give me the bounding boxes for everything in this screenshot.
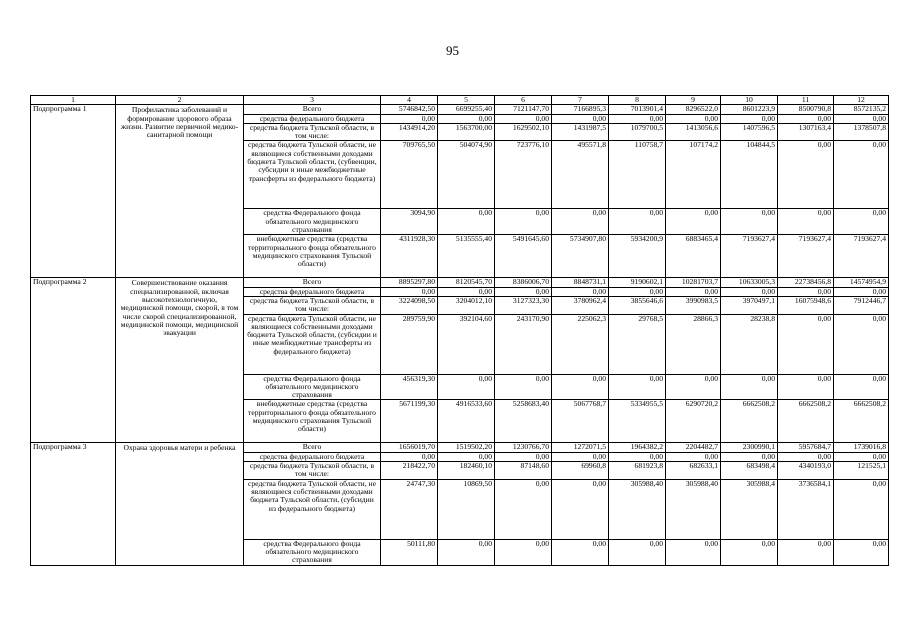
amount-cell: 0,00: [778, 287, 834, 296]
amount-cell: 0,00: [778, 539, 834, 565]
amount-cell: 723776,10: [495, 141, 552, 209]
amount-cell: 0,00: [721, 539, 778, 565]
amount-cell: 0,00: [721, 452, 778, 461]
amount-cell: 28866,3: [666, 314, 721, 374]
funding-source: средства бюджета Тульской области, в том числе:: [244, 123, 381, 141]
column-header: 8: [609, 96, 666, 105]
amount-cell: 0,00: [381, 114, 438, 123]
amount-cell: 1519502,20: [438, 443, 495, 452]
amount-cell: 0,00: [834, 539, 889, 565]
amount-cell: 0,00: [495, 287, 552, 296]
amount-cell: 8386006,70: [495, 278, 552, 287]
amount-cell: 0,00: [721, 209, 778, 235]
funding-source: средства бюджета Тульской области, в том числе:: [244, 296, 381, 314]
amount-cell: 0,00: [438, 539, 495, 565]
funding-source: средства федерального бюджета: [244, 452, 381, 461]
amount-cell: 28238,8: [721, 314, 778, 374]
funding-source: Всего: [244, 443, 381, 452]
amount-cell: 0,00: [666, 114, 721, 123]
amount-cell: 107174,2: [666, 141, 721, 209]
amount-cell: 218422,70: [381, 462, 438, 480]
amount-cell: 10281703,7: [666, 278, 721, 287]
amount-cell: 2204482,7: [666, 443, 721, 452]
amount-cell: 0,00: [666, 209, 721, 235]
amount-cell: 7193627,4: [834, 235, 889, 278]
amount-cell: 682633,1: [666, 462, 721, 480]
funding-source: средства бюджета Тульской области, не являющиеся собственными доходами бюджета Тульской области, (субсидии из федерального бюджета): [244, 479, 381, 539]
amount-cell: 24747,30: [381, 479, 438, 539]
amount-cell: 6699255,40: [438, 105, 495, 114]
funding-source: Всего: [244, 278, 381, 287]
amount-cell: 0,00: [552, 374, 609, 400]
amount-cell: 305988,40: [609, 479, 666, 539]
amount-cell: 121525,1: [834, 462, 889, 480]
amount-cell: 8572135,2: [834, 105, 889, 114]
funding-source: внебюджетные средства (средства территориального фонда обязательного медицинского страхования Тульской области): [244, 235, 381, 278]
funding-source: средства бюджета Тульской области, в том числе:: [244, 462, 381, 480]
amount-cell: 10869,50: [438, 479, 495, 539]
amount-cell: 4340193,0: [778, 462, 834, 480]
amount-cell: 683498,4: [721, 462, 778, 480]
amount-cell: 5334955,5: [609, 400, 666, 443]
funding-source: средства бюджета Тульской области, не являющиеся собственными доходами бюджета Тульской области, (субвенции, субсидии и иные межбюджетные трансферты из федерального бюджета): [244, 141, 381, 209]
amount-cell: 7912446,7: [834, 296, 889, 314]
amount-cell: 0,00: [666, 452, 721, 461]
amount-cell: 504074,90: [438, 141, 495, 209]
column-header: 6: [495, 96, 552, 105]
amount-cell: 5734907,80: [552, 235, 609, 278]
column-header: 5: [438, 96, 495, 105]
funding-source: средства федерального бюджета: [244, 114, 381, 123]
amount-cell: 0,00: [834, 209, 889, 235]
amount-cell: 0,00: [552, 539, 609, 565]
amount-cell: 0,00: [666, 287, 721, 296]
amount-cell: 243170,90: [495, 314, 552, 374]
amount-cell: 6290720,2: [666, 400, 721, 443]
amount-cell: 0,00: [778, 452, 834, 461]
amount-cell: 5746842,50: [381, 105, 438, 114]
amount-cell: 0,00: [834, 374, 889, 400]
amount-cell: 6883465,4: [666, 235, 721, 278]
amount-cell: 7166895,3: [552, 105, 609, 114]
column-header: 10: [721, 96, 778, 105]
amount-cell: 10633005,3: [721, 278, 778, 287]
amount-cell: 8848731,1: [552, 278, 609, 287]
amount-cell: 0,00: [381, 452, 438, 461]
amount-cell: 14574954,9: [834, 278, 889, 287]
amount-cell: 0,00: [778, 314, 834, 374]
amount-cell: 0,00: [666, 374, 721, 400]
budget-table: [30, 95, 889, 566]
amount-cell: 5934200,9: [609, 235, 666, 278]
amount-cell: 0,00: [552, 452, 609, 461]
funding-source: средства Федерального фонда обязательного медицинского страхования: [244, 209, 381, 235]
amount-cell: 7193627,4: [778, 235, 834, 278]
amount-cell: 0,00: [834, 479, 889, 539]
amount-cell: 0,00: [552, 287, 609, 296]
amount-cell: 1431987,5: [552, 123, 609, 141]
amount-cell: 0,00: [495, 479, 552, 539]
amount-cell: 0,00: [495, 114, 552, 123]
amount-cell: 0,00: [381, 287, 438, 296]
column-header: 7: [552, 96, 609, 105]
amount-cell: 8120545,70: [438, 278, 495, 287]
amount-cell: 0,00: [778, 209, 834, 235]
amount-cell: 0,00: [721, 114, 778, 123]
amount-cell: 0,00: [778, 114, 834, 123]
amount-cell: 681923,8: [609, 462, 666, 480]
amount-cell: 0,00: [609, 114, 666, 123]
amount-cell: 0,00: [438, 374, 495, 400]
amount-cell: 5491645,60: [495, 235, 552, 278]
amount-cell: 305988,4: [721, 479, 778, 539]
funding-source: внебюджетные средства (средства территориального фонда обязательного медицинского страхования Тульской области): [244, 400, 381, 443]
subprogram-label: Подпрограмма 1: [31, 105, 116, 278]
amount-cell: 1307163,4: [778, 123, 834, 141]
amount-cell: 0,00: [552, 114, 609, 123]
amount-cell: 1413056,6: [666, 123, 721, 141]
amount-cell: 69960,8: [552, 462, 609, 480]
amount-cell: 3990983,5: [666, 296, 721, 314]
amount-cell: 110758,7: [609, 141, 666, 209]
amount-cell: 8500790,8: [778, 105, 834, 114]
funding-source: средства Федерального фонда обязательного медицинского страхования: [244, 539, 381, 565]
amount-cell: 5671199,30: [381, 400, 438, 443]
amount-cell: 456319,30: [381, 374, 438, 400]
amount-cell: 0,00: [609, 209, 666, 235]
amount-cell: 0,00: [721, 374, 778, 400]
amount-cell: 0,00: [778, 141, 834, 209]
amount-cell: 4311928,30: [381, 235, 438, 278]
amount-cell: 0,00: [609, 374, 666, 400]
amount-cell: 6662508,2: [834, 400, 889, 443]
amount-cell: 7013901,4: [609, 105, 666, 114]
funding-source: Всего: [244, 105, 381, 114]
amount-cell: 3780962,4: [552, 296, 609, 314]
amount-cell: 0,00: [552, 479, 609, 539]
funding-source: средства федерального бюджета: [244, 287, 381, 296]
column-header: 1: [31, 96, 116, 105]
amount-cell: 0,00: [495, 374, 552, 400]
subprogram-name: Совершенствование оказания специализированной, включая высокотехнологичную, медицинской помощи, скорой, в том числе скорой специализированной, медицинской помощи, медицинской эвакуации: [116, 278, 244, 443]
amount-cell: 6662508,2: [721, 400, 778, 443]
amount-cell: 1629502,10: [495, 123, 552, 141]
amount-cell: 0,00: [438, 452, 495, 461]
amount-cell: 3855646,6: [609, 296, 666, 314]
amount-cell: 0,00: [438, 287, 495, 296]
amount-cell: 1407596,5: [721, 123, 778, 141]
amount-cell: 8601223,9: [721, 105, 778, 114]
amount-cell: 7121147,70: [495, 105, 552, 114]
amount-cell: 1272071,5: [552, 443, 609, 452]
amount-cell: 0,00: [834, 114, 889, 123]
amount-cell: 0,00: [495, 209, 552, 235]
amount-cell: 1656019,70: [381, 443, 438, 452]
amount-cell: 8296522,0: [666, 105, 721, 114]
subprogram-name: Охрана здоровья матери и ребенка: [116, 443, 244, 565]
amount-cell: 3736584,1: [778, 479, 834, 539]
amount-cell: 0,00: [609, 539, 666, 565]
subprogram-label: Подпрограмма 2: [31, 278, 116, 443]
amount-cell: 495571,8: [552, 141, 609, 209]
column-header: 11: [778, 96, 834, 105]
amount-cell: 305988,40: [666, 479, 721, 539]
amount-cell: 5135555,40: [438, 235, 495, 278]
amount-cell: 6662508,2: [778, 400, 834, 443]
amount-cell: 0,00: [552, 209, 609, 235]
amount-cell: 5957684,7: [778, 443, 834, 452]
amount-cell: 0,00: [609, 287, 666, 296]
amount-cell: 0,00: [495, 539, 552, 565]
amount-cell: 8895297,80: [381, 278, 438, 287]
amount-cell: 50111,80: [381, 539, 438, 565]
amount-cell: 29768,5: [609, 314, 666, 374]
amount-cell: 104844,5: [721, 141, 778, 209]
amount-cell: 182460,10: [438, 462, 495, 480]
amount-cell: 9190602,1: [609, 278, 666, 287]
amount-cell: 0,00: [721, 287, 778, 296]
funding-source: средства Федерального фонда обязательного медицинского страхования: [244, 374, 381, 400]
amount-cell: 3224098,50: [381, 296, 438, 314]
amount-cell: 0,00: [666, 539, 721, 565]
amount-cell: 5067768,7: [552, 400, 609, 443]
amount-cell: 1230766,70: [495, 443, 552, 452]
amount-cell: 0,00: [834, 141, 889, 209]
column-header: 4: [381, 96, 438, 105]
amount-cell: 1563700,00: [438, 123, 495, 141]
amount-cell: 5258683,40: [495, 400, 552, 443]
amount-cell: 1964382,2: [609, 443, 666, 452]
amount-cell: 16075948,6: [778, 296, 834, 314]
amount-cell: 1434914,20: [381, 123, 438, 141]
amount-cell: 709765,50: [381, 141, 438, 209]
amount-cell: 3094,90: [381, 209, 438, 235]
amount-cell: 3204012,10: [438, 296, 495, 314]
column-header: 12: [834, 96, 889, 105]
amount-cell: 289759,90: [381, 314, 438, 374]
amount-cell: 392104,60: [438, 314, 495, 374]
amount-cell: 0,00: [778, 374, 834, 400]
amount-cell: 4916533,60: [438, 400, 495, 443]
amount-cell: 1079700,5: [609, 123, 666, 141]
amount-cell: 2300990,1: [721, 443, 778, 452]
amount-cell: 1378507,8: [834, 123, 889, 141]
subprogram-name: Профилактика заболеваний и формирование здорового образа жизни. Развитие первичной медико-санитарной помощи: [116, 105, 244, 278]
amount-cell: 1739016,8: [834, 443, 889, 452]
amount-cell: 0,00: [834, 287, 889, 296]
amount-cell: 0,00: [438, 114, 495, 123]
column-header: 2: [116, 96, 244, 105]
column-header: 9: [666, 96, 721, 105]
amount-cell: 22738456,8: [778, 278, 834, 287]
amount-cell: 225062,3: [552, 314, 609, 374]
page-number: 95: [446, 43, 459, 58]
amount-cell: 3970497,1: [721, 296, 778, 314]
amount-cell: 7193627,4: [721, 235, 778, 278]
table-row: [31, 443, 889, 452]
amount-cell: 0,00: [609, 452, 666, 461]
amount-cell: 87148,60: [495, 462, 552, 480]
amount-cell: 0,00: [438, 209, 495, 235]
funding-source: средства бюджета Тульской области, не являющиеся собственными доходами бюджета Тульской области, (субсидии и иные межбюджетные трансферты из федерального бюджета): [244, 314, 381, 374]
amount-cell: 0,00: [834, 452, 889, 461]
column-header: 3: [244, 96, 381, 105]
amount-cell: 0,00: [834, 314, 889, 374]
subprogram-label: Подпрограмма 3: [31, 443, 116, 565]
amount-cell: 0,00: [495, 452, 552, 461]
amount-cell: 3127323,30: [495, 296, 552, 314]
table-row: [31, 278, 889, 287]
header-row: [31, 96, 889, 105]
table-row: [31, 105, 889, 114]
